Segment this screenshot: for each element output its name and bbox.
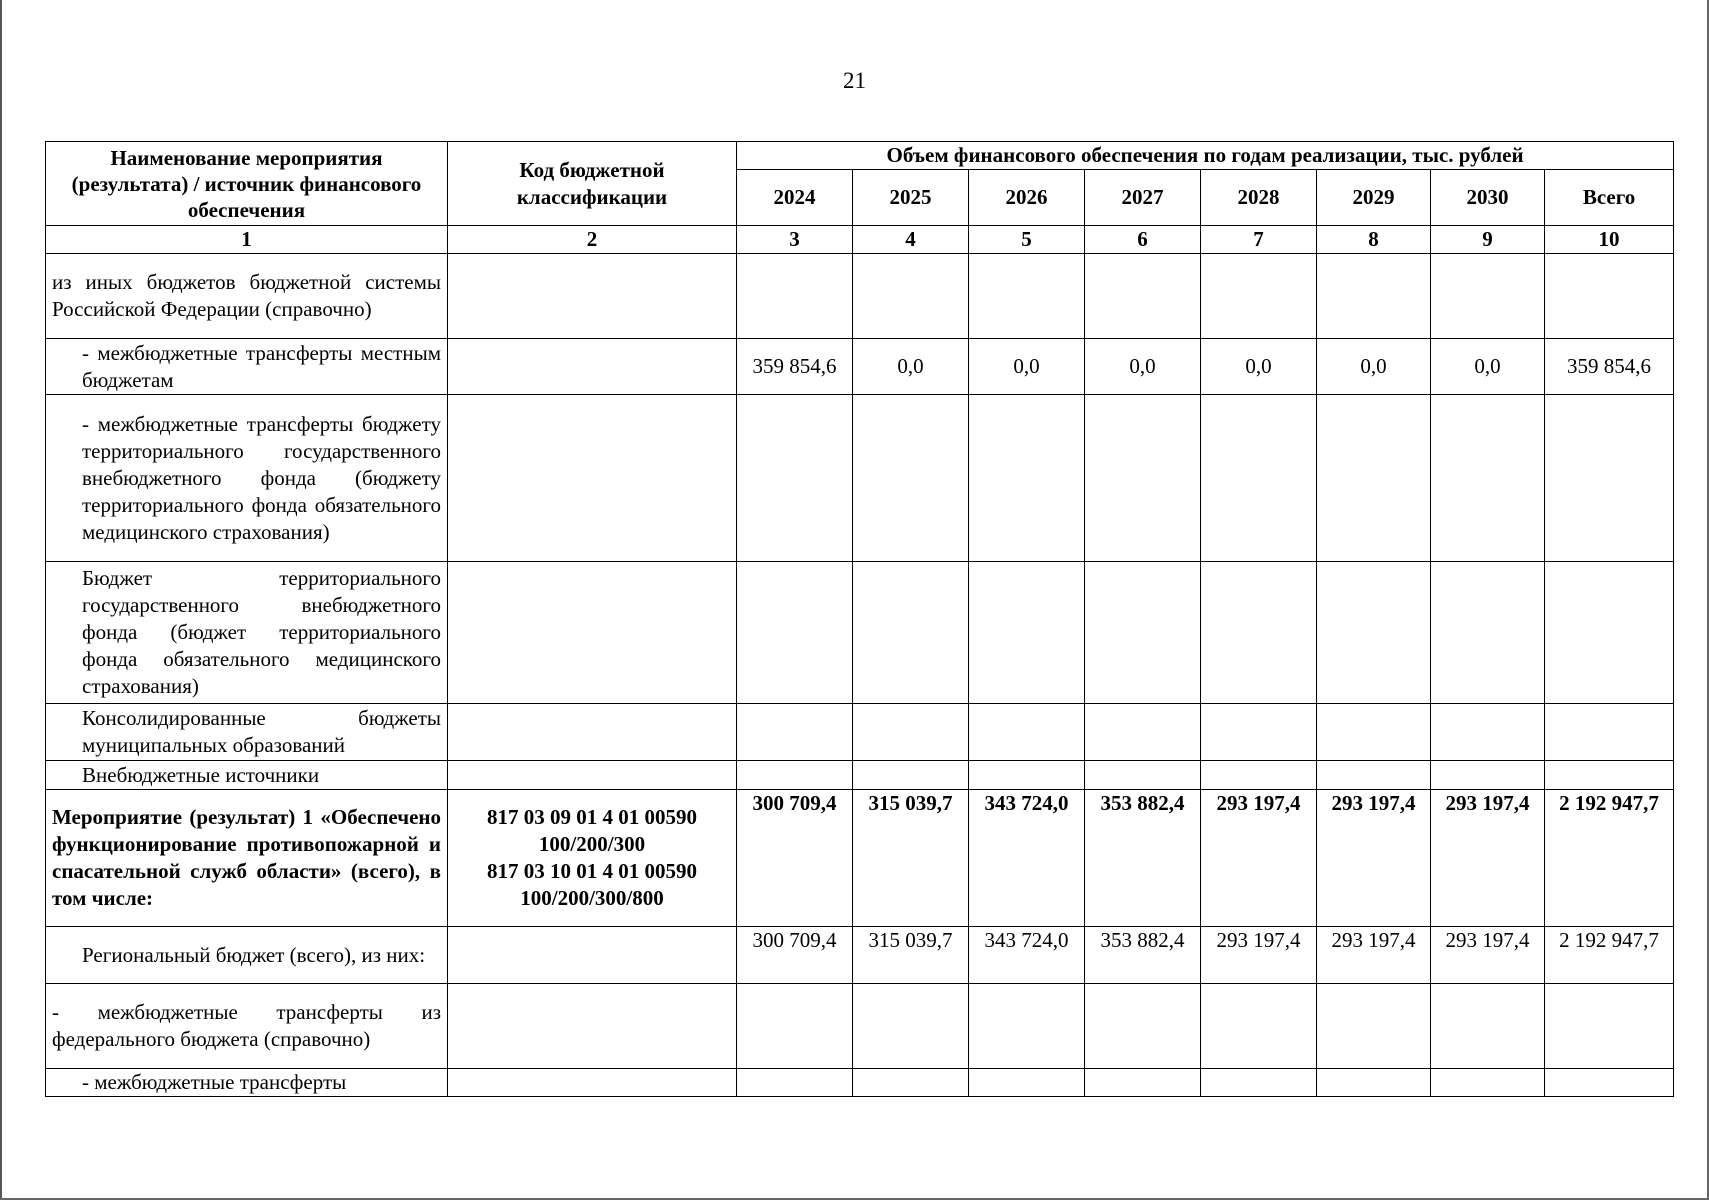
value-2024: 300 709,4 xyxy=(737,927,853,984)
table-row xyxy=(46,761,1674,790)
row-code xyxy=(448,395,737,562)
header-total: Всего xyxy=(1545,170,1674,226)
value-2024 xyxy=(737,704,853,761)
value-2030 xyxy=(1431,984,1545,1069)
value-2030 xyxy=(1431,704,1545,761)
row-code xyxy=(448,339,737,395)
value-2024 xyxy=(737,562,853,704)
table-row xyxy=(46,790,1674,927)
value-2025 xyxy=(853,1069,969,1097)
row-name: Мероприятие (результат) 1 «Обеспечено функционирование противопожарной и спасательной служб области» (всего), в том числе: xyxy=(46,790,448,927)
row-name: Консолидированные бюджеты муниципальных образований xyxy=(46,704,448,761)
table-row xyxy=(46,254,1674,339)
value-2026 xyxy=(969,984,1085,1069)
value-2029 xyxy=(1317,1069,1431,1097)
value-2024 xyxy=(737,254,853,339)
value-2025 xyxy=(853,704,969,761)
value-2026 xyxy=(969,761,1085,790)
value-2030 xyxy=(1431,254,1545,339)
header-name: Наименование мероприятия (результата) / источник финансового обеспечения xyxy=(46,142,448,226)
row-code xyxy=(448,1069,737,1097)
value-2027 xyxy=(1085,395,1201,562)
value-total: 2 192 947,7 xyxy=(1545,927,1674,984)
value-2029 xyxy=(1317,704,1431,761)
value-total xyxy=(1545,254,1674,339)
value-2028: 0,0 xyxy=(1201,339,1317,395)
value-2027: 353 882,4 xyxy=(1085,790,1201,927)
row-code xyxy=(448,927,737,984)
value-2026 xyxy=(969,562,1085,704)
header-volume: Объем финансового обеспечения по годам реализации, тыс. рублей xyxy=(737,142,1674,170)
value-2027: 353 882,4 xyxy=(1085,927,1201,984)
column-number: 3 xyxy=(737,226,853,254)
value-2030 xyxy=(1431,562,1545,704)
table-row xyxy=(46,1069,1674,1097)
row-name: из иных бюджетов бюджетной системы Российской Федерации (справочно) xyxy=(46,254,448,339)
value-2027 xyxy=(1085,254,1201,339)
column-number: 4 xyxy=(853,226,969,254)
value-2026 xyxy=(969,704,1085,761)
header-year: 2028 xyxy=(1201,170,1317,226)
code-line: 100/200/300/800 xyxy=(520,886,664,910)
value-total xyxy=(1545,761,1674,790)
value-2028 xyxy=(1201,984,1317,1069)
value-2029: 293 197,4 xyxy=(1317,927,1431,984)
row-name: - межбюджетные трансферты из федерального бюджета (справочно) xyxy=(46,984,448,1069)
financing-table xyxy=(45,141,1674,1097)
row-code xyxy=(448,761,737,790)
value-2028: 293 197,4 xyxy=(1201,790,1317,927)
value-2025 xyxy=(853,395,969,562)
code-line: 100/200/300 xyxy=(538,832,646,856)
column-number: 2 xyxy=(448,226,737,254)
value-2029 xyxy=(1317,254,1431,339)
row-name: Региональный бюджет (всего), из них: xyxy=(46,927,448,984)
header-year: 2030 xyxy=(1431,170,1545,226)
header-year: 2029 xyxy=(1317,170,1431,226)
table-row xyxy=(46,704,1674,761)
value-total: 2 192 947,7 xyxy=(1545,790,1674,927)
header-year: 2026 xyxy=(969,170,1085,226)
value-2026: 343 724,0 xyxy=(969,927,1085,984)
value-2026: 0,0 xyxy=(969,339,1085,395)
row-name: - межбюджетные трансферты бюджету территориального государственного внебюджетного фонда (бюджету территориального фонда обязательного медицинского страхования) xyxy=(46,395,448,562)
value-2029 xyxy=(1317,395,1431,562)
value-2025: 315 039,7 xyxy=(853,790,969,927)
row-code xyxy=(448,790,737,927)
value-2028 xyxy=(1201,562,1317,704)
value-2027 xyxy=(1085,704,1201,761)
value-2029: 293 197,4 xyxy=(1317,790,1431,927)
column-number-row xyxy=(46,226,1674,254)
page-number: 21 xyxy=(843,68,866,93)
value-2029 xyxy=(1317,562,1431,704)
row-name: - межбюджетные трансферты xyxy=(46,1069,448,1097)
column-number: 1 xyxy=(46,226,448,254)
value-2024: 300 709,4 xyxy=(737,790,853,927)
value-2024 xyxy=(737,984,853,1069)
value-2030: 293 197,4 xyxy=(1431,927,1545,984)
row-code xyxy=(448,254,737,339)
value-total xyxy=(1545,704,1674,761)
column-number: 9 xyxy=(1431,226,1545,254)
value-2026 xyxy=(969,1069,1085,1097)
value-2028 xyxy=(1201,761,1317,790)
table-row xyxy=(46,339,1674,395)
row-code xyxy=(448,562,737,704)
table-row xyxy=(46,984,1674,1069)
value-2025 xyxy=(853,254,969,339)
column-number: 10 xyxy=(1545,226,1674,254)
value-2025 xyxy=(853,761,969,790)
value-2029: 0,0 xyxy=(1317,339,1431,395)
code-line: 817 03 09 01 4 01 00590 xyxy=(487,805,697,829)
value-2025: 315 039,7 xyxy=(853,927,969,984)
value-2027 xyxy=(1085,1069,1201,1097)
value-2029 xyxy=(1317,984,1431,1069)
value-2030: 293 197,4 xyxy=(1431,790,1545,927)
table-row xyxy=(46,395,1674,562)
table-row xyxy=(46,562,1674,704)
column-number: 6 xyxy=(1085,226,1201,254)
value-2027 xyxy=(1085,562,1201,704)
value-2026: 343 724,0 xyxy=(969,790,1085,927)
row-name: Бюджет территориального государственного внебюджетного фонда (бюджет территориального фонда обязательного медицинского страхования) xyxy=(46,562,448,704)
value-2030 xyxy=(1431,761,1545,790)
value-2028 xyxy=(1201,395,1317,562)
column-number: 7 xyxy=(1201,226,1317,254)
code-line: 817 03 10 01 4 01 00590 xyxy=(487,859,697,883)
value-2030 xyxy=(1431,1069,1545,1097)
value-2025 xyxy=(853,562,969,704)
header-year: 2025 xyxy=(853,170,969,226)
value-2024 xyxy=(737,1069,853,1097)
value-2027 xyxy=(1085,984,1201,1069)
value-2028 xyxy=(1201,1069,1317,1097)
value-2029 xyxy=(1317,761,1431,790)
value-2030: 0,0 xyxy=(1431,339,1545,395)
value-2024: 359 854,6 xyxy=(737,339,853,395)
value-total xyxy=(1545,1069,1674,1097)
header-year: 2027 xyxy=(1085,170,1201,226)
header-code: Код бюджетной классификации xyxy=(448,142,737,226)
value-2024 xyxy=(737,761,853,790)
value-total: 359 854,6 xyxy=(1545,339,1674,395)
row-name: Внебюджетные источники xyxy=(46,761,448,790)
column-number: 5 xyxy=(969,226,1085,254)
column-number: 8 xyxy=(1317,226,1431,254)
row-name: - межбюджетные трансферты местным бюджетам xyxy=(46,339,448,395)
header-year: 2024 xyxy=(737,170,853,226)
value-2027 xyxy=(1085,761,1201,790)
value-total xyxy=(1545,395,1674,562)
scan-edge-left xyxy=(0,0,2,1200)
row-code xyxy=(448,984,737,1069)
value-2030 xyxy=(1431,395,1545,562)
value-2026 xyxy=(969,254,1085,339)
value-2028 xyxy=(1201,704,1317,761)
value-2028: 293 197,4 xyxy=(1201,927,1317,984)
value-2027: 0,0 xyxy=(1085,339,1201,395)
value-2026 xyxy=(969,395,1085,562)
value-2024 xyxy=(737,395,853,562)
value-2025 xyxy=(853,984,969,1069)
row-code xyxy=(448,704,737,761)
value-total xyxy=(1545,562,1674,704)
value-2028 xyxy=(1201,254,1317,339)
table-row xyxy=(46,927,1674,984)
value-2025: 0,0 xyxy=(853,339,969,395)
value-total xyxy=(1545,984,1674,1069)
